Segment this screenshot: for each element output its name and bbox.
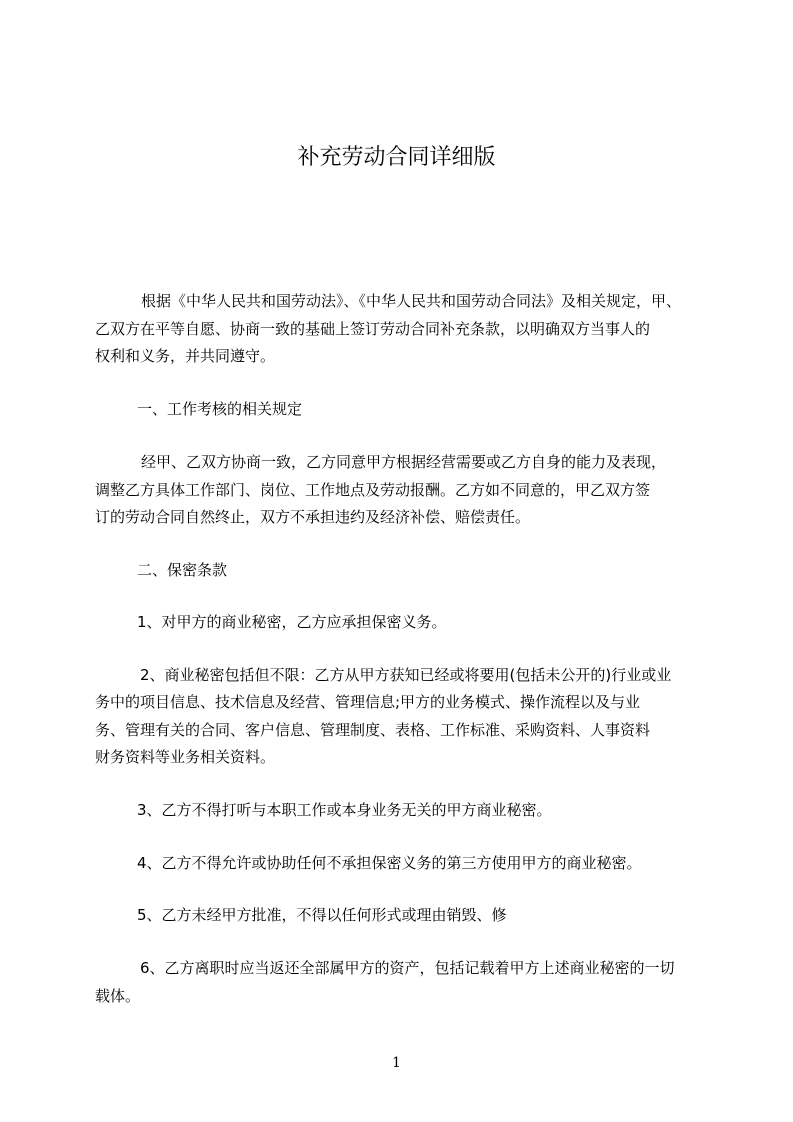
- clause-2-line: 务、管理有关的合同、客户信息、管理制度、表格、工作标准、采购资料、人事资料: [95, 721, 651, 739]
- section-2-heading: 二、保密条款: [137, 561, 228, 579]
- clause-1: 1、对甲方的商业秘密，乙方应承担保密义务。: [137, 613, 447, 631]
- clause-2-line: 2、商业秘密包括但不限：乙方从甲方获知已经或将要用(包括未公开的)行业或业: [140, 666, 672, 684]
- clause-2-line: 财务资料等业务相关资料。: [95, 748, 276, 766]
- page-number: 1: [392, 1055, 401, 1071]
- clause-6-line: 载体。: [95, 987, 141, 1005]
- section-1-heading: 一、工作考核的相关规定: [137, 400, 303, 418]
- document-title: 补充劳动合同详细版: [297, 145, 496, 170]
- clause-2-line: 务中的项目信息、技术信息及经营、管理信息;甲方的业务模式、操作流程以及与业: [95, 693, 641, 711]
- clause-4: 4、乙方不得允许或协助任何不承担保密义务的第三方使用甲方的商业秘密。: [137, 854, 642, 872]
- intro-line: 乙双方在平等自愿、协商一致的基础上签订劳动合同补充条款，以明确双方当事人的: [95, 320, 651, 338]
- clause-6-line: 6、乙方离职时应当返还全部属甲方的资产，包括记载着甲方上述商业秘密的一切: [140, 959, 675, 977]
- clause-5: 5、乙方未经甲方批准，不得以任何形式或理由销毁、修: [137, 906, 507, 924]
- intro-line: 权利和义务，并共同遵守。: [95, 347, 276, 365]
- section-1-line: 订的劳动合同自然终止，双方不承担违约及经济补偿、赔偿责任。: [95, 508, 531, 526]
- section-1-line: 调整乙方具体工作部门、岗位、工作地点及劳动报酬。乙方如不同意的，甲乙双方签: [95, 481, 651, 499]
- intro-line: 根据《中华人民共和国劳动法》、《中华人民共和国劳动合同法》及相关规定，甲、: [141, 292, 682, 310]
- section-1-line: 经甲、乙双方协商一致，乙方同意甲方根据经营需要或乙方自身的能力及表现，: [141, 453, 667, 471]
- clause-3: 3、乙方不得打听与本职工作或本身业务无关的甲方商业秘密。: [137, 801, 552, 819]
